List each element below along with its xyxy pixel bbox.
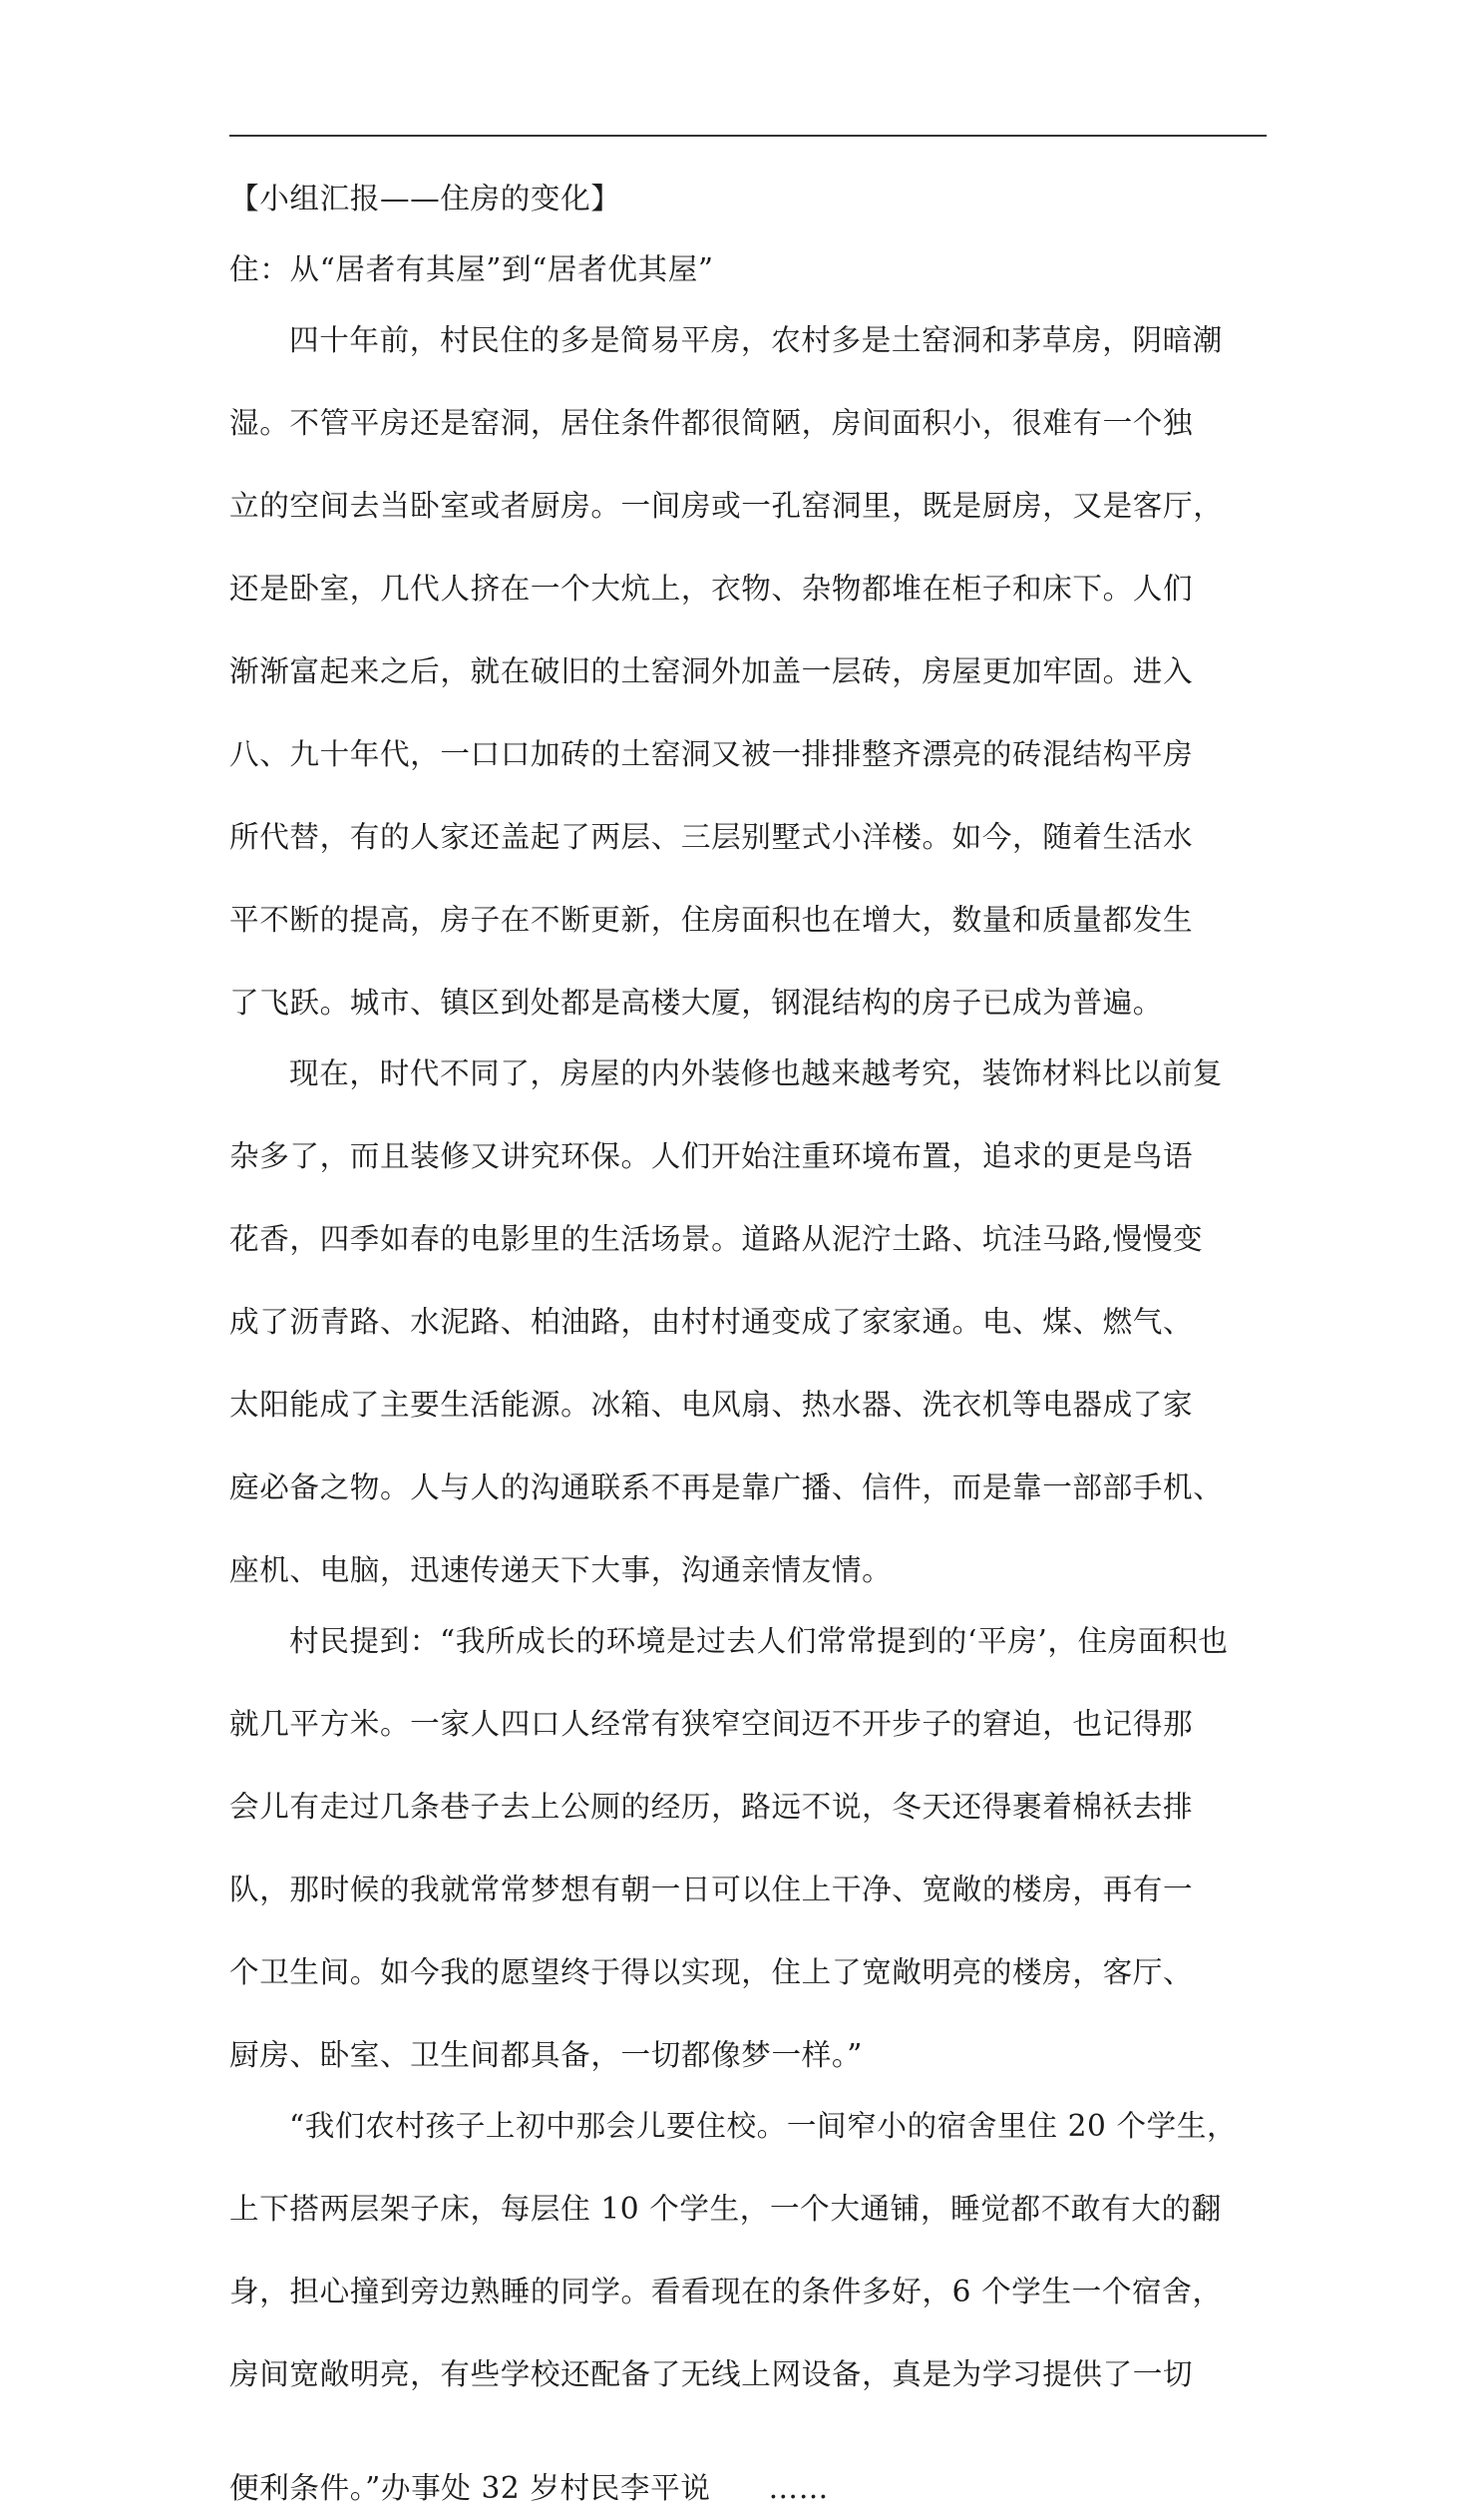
text-line: 了飞跃。城市、镇区到处都是高楼大厦，钢混结构的房子已成为普遍。 (229, 986, 1164, 1020)
paragraph-4 (229, 2105, 1267, 2395)
text-line: 座机、电脑，迅速传递天下大事，沟通亲情友情。 (229, 1553, 893, 1587)
text-line: 湿。不管平房还是窑洞，居住条件都很简陋，房间面积小，很难有一个独 (229, 406, 1194, 440)
text-line: 村民提到：“我所成长的环境是过去人们常常提到的‘平房’，住房面积也 (289, 1624, 1229, 1658)
text-line: 平不断的提高，房子在不断更新，住房面积也在增大，数量和质量都发生 (229, 903, 1194, 937)
paragraph-3 (229, 1620, 1267, 2076)
text-line: 房间宽敞明亮，有些学校还配备了无线上网设备，真是为学习提供了一切 (229, 2357, 1194, 2391)
text-line: 队，那时候的我就常常梦想有朝一日可以住上干净、宽敞的楼房，再有一 (229, 1873, 1194, 1906)
subtitle: 住：从“居者有其屋”到“居者优其屋” (229, 252, 714, 286)
closing-text: 便利条件。”办事处 32 岁村民李平说 (229, 2471, 711, 2505)
text-line: 立的空间去当卧室或者厨房。一间房或一孔窑洞里，既是厨房，又是客厅， (229, 489, 1224, 523)
text-line: 会儿有走过几条巷子去上公厕的经历，路远不说，冬天还得裹着棉袄去排 (229, 1790, 1194, 1824)
text-line: 现在，时代不同了，房屋的内外装修也越来越考究，装饰材料比以前复 (289, 1056, 1224, 1090)
text-line: 四十年前，村民住的多是简易平房，农村多是土窑洞和茅草房，阴暗潮 (289, 323, 1224, 357)
text-line: 八、九十年代，一口口加砖的土窑洞又被一排排整齐漂亮的砖混结构平房 (229, 737, 1194, 771)
text-line: 太阳能成了主要生活能源。冰箱、电风扇、热水器、洗衣机等电器成了家 (229, 1388, 1194, 1422)
text-line: 成了沥青路、水泥路、柏油路，由村村通变成了家家通。电、煤、燃气、 (229, 1305, 1194, 1339)
header-rule (229, 135, 1267, 137)
text-line: 身，担心撞到旁边熟睡的同学。看看现在的条件多好，6 个学生一个宿舍， (229, 2275, 1223, 2308)
closing-line (229, 2467, 1267, 2509)
text-line: 就几平方米。一家人四口人经常有狭窄空间迈不开步子的窘迫，也记得那 (229, 1707, 1194, 1741)
section-title: 【小组汇报——住房的变化】 (229, 182, 621, 215)
text-line: 渐渐富起来之后，就在破旧的土窑洞外加盖一层砖，房屋更加牢固。进入 (229, 654, 1194, 688)
text-line: 个卫生间。如今我的愿望终于得以实现，住上了宽敞明亮的楼房，客厅、 (229, 1955, 1194, 1989)
text-line: 厨房、卧室、卫生间都具备，一切都像梦一样。” (229, 2038, 863, 2072)
paragraph-2 (229, 1052, 1267, 1591)
text-line: 还是卧室，几代人挤在一个大炕上，衣物、杂物都堆在柜子和床下。人们 (229, 572, 1194, 606)
text-line: “我们农村孩子上初中那会儿要住校。一间窄小的宿舍里住 20 个学生， (289, 2109, 1238, 2143)
text-line: 庭必备之物。人与人的沟通联系不再是靠广播、信件，而是靠一部部手机、 (229, 1470, 1224, 1504)
text-line: 所代替，有的人家还盖起了两层、三层别墅式小洋楼。如今，随着生活水 (229, 820, 1194, 854)
document-body (229, 178, 1267, 2509)
closing-ellipsis: …… (768, 2471, 829, 2505)
text-line: 花香，四季如春的电影里的生活场景。道路从泥泞土路、坑洼马路,慢慢变 (229, 1222, 1204, 1256)
text-line: 杂多了，而且装修又讲究环保。人们开始注重环境布置，追求的更是鸟语 (229, 1139, 1194, 1173)
text-line: 上下搭两层架子床，每层住 10 个学生，一个大通铺，睡觉都不敢有大的翻 (229, 2192, 1222, 2226)
paragraph-1 (229, 319, 1267, 1024)
